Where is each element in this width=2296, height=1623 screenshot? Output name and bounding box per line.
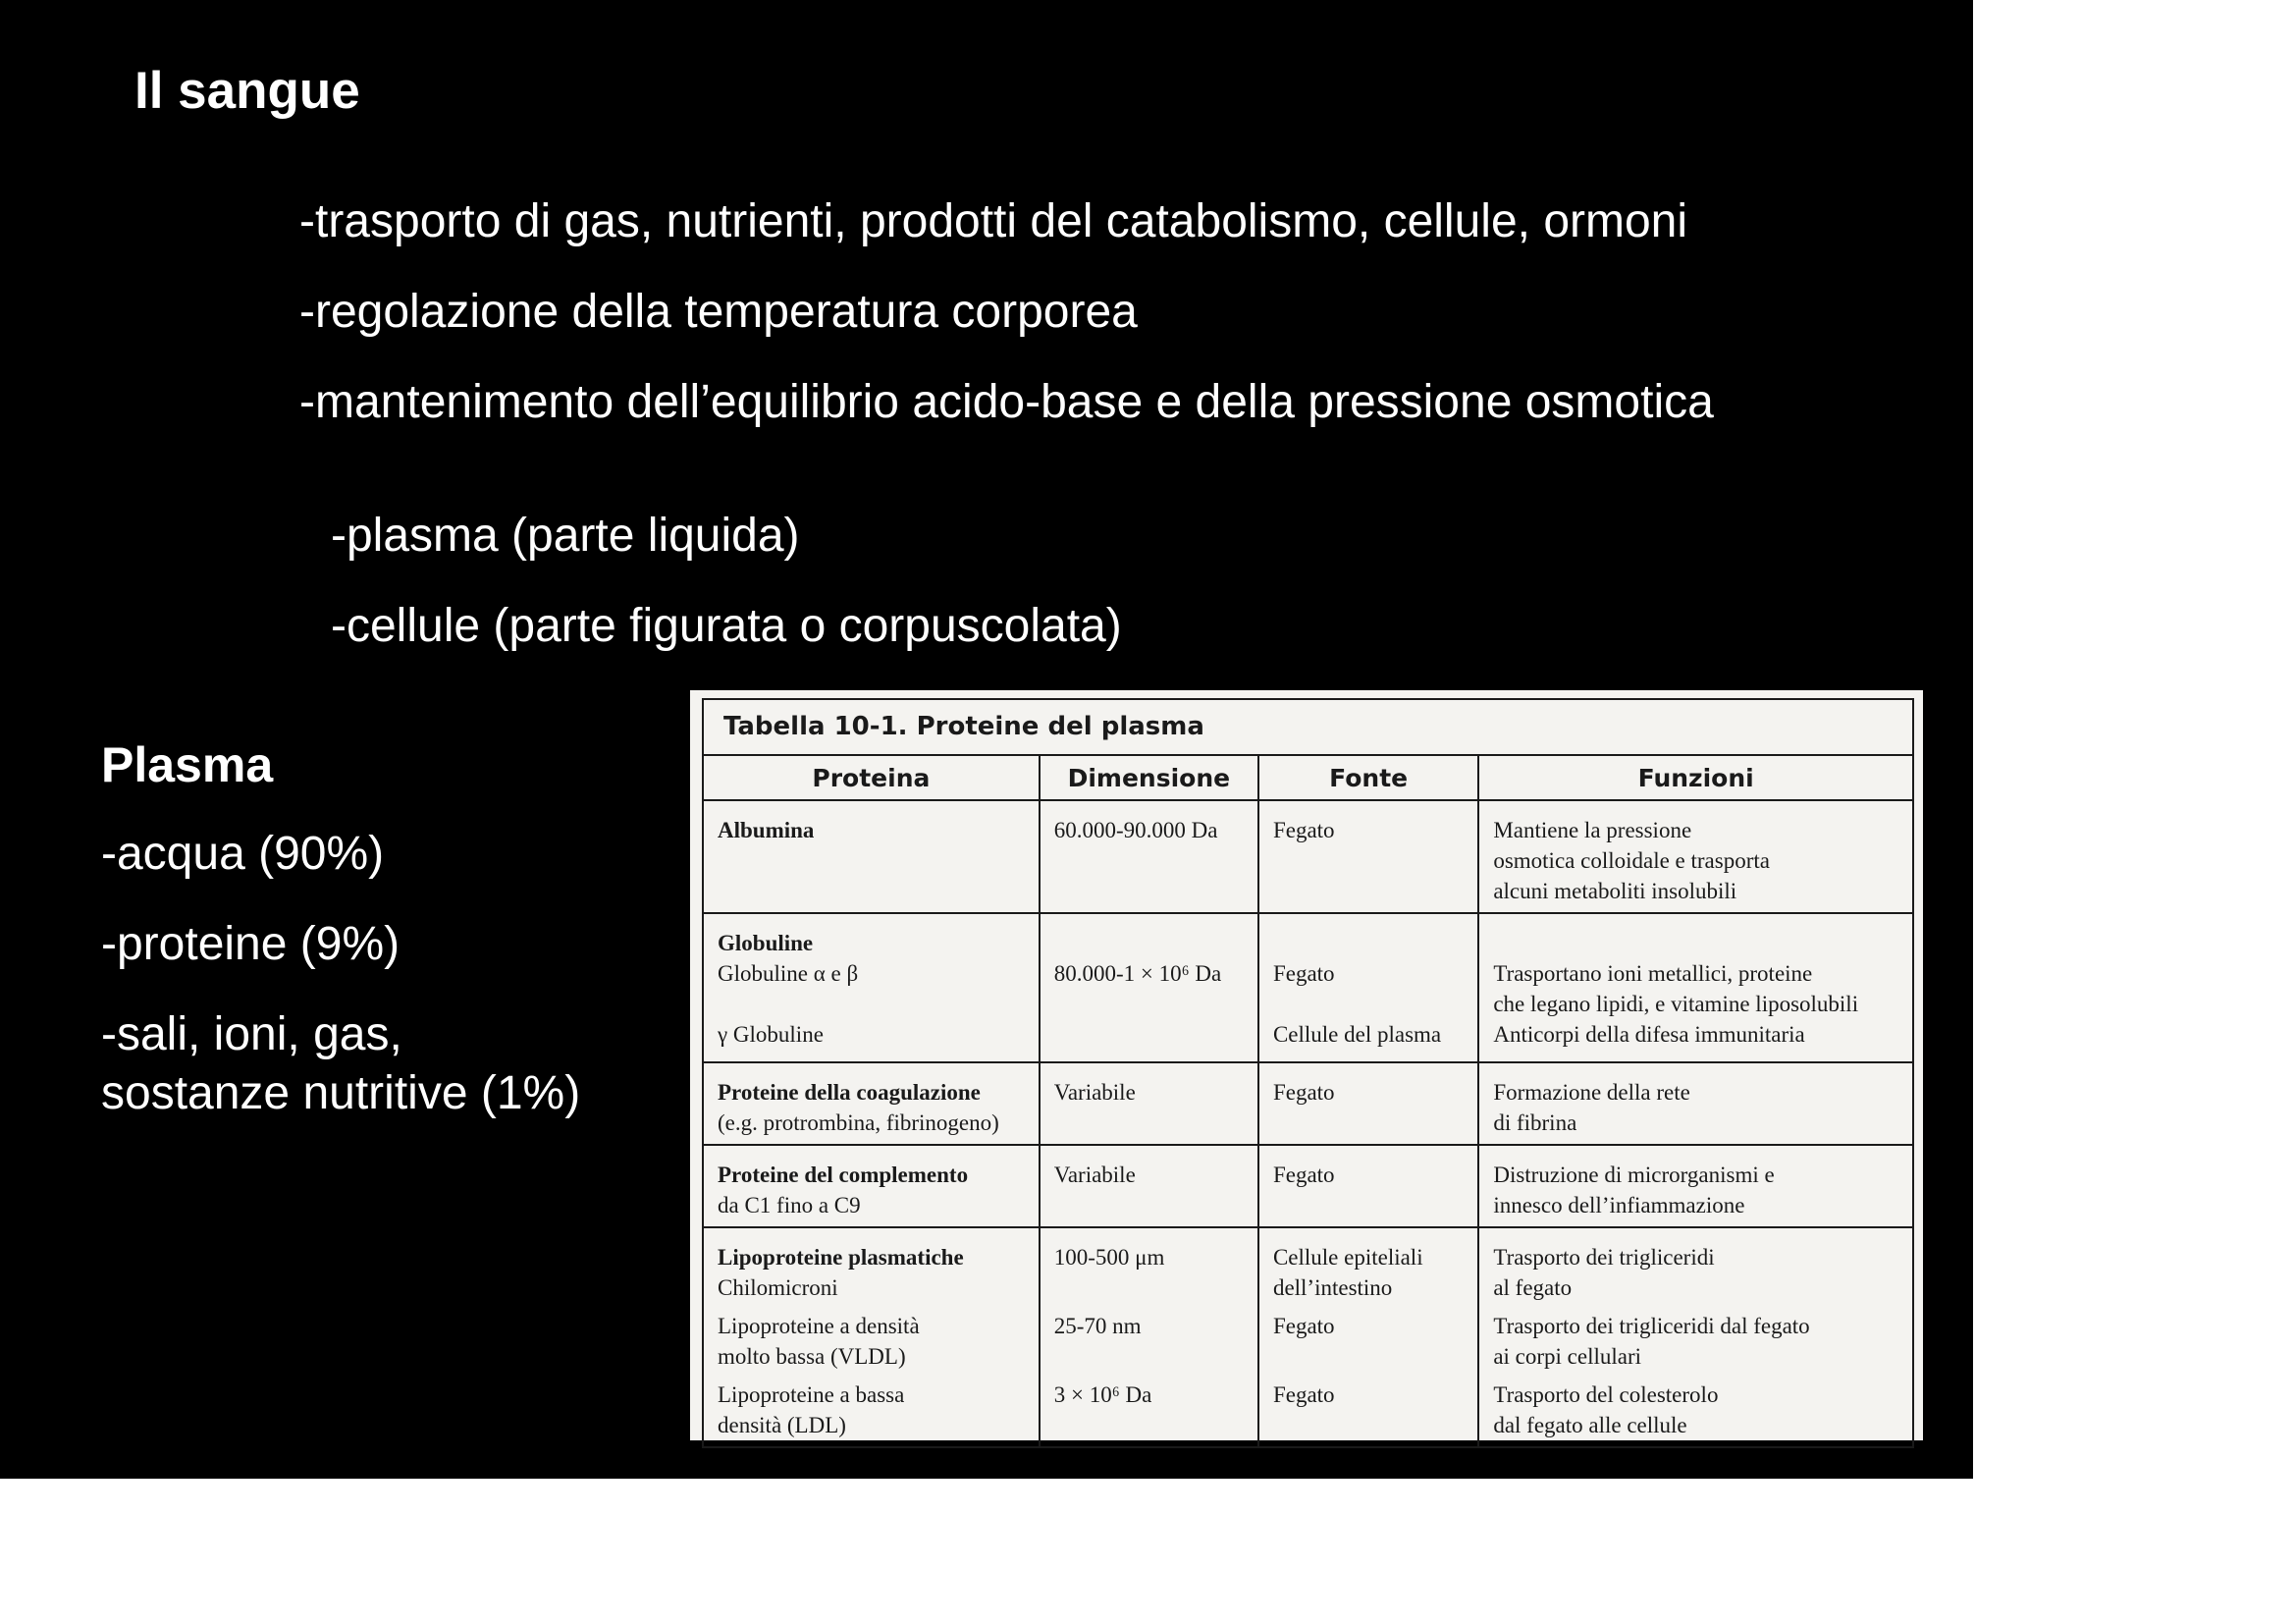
protein-function: Trasportano ioni metallici, proteine — [1493, 961, 1813, 986]
protein-subtype: Lipoproteine a densità — [718, 1314, 920, 1338]
protein-source: Fegato — [1272, 1382, 1335, 1407]
protein-subtype: (e.g. protrombina, fibrinogeno) — [718, 1110, 999, 1135]
protein-size: 60.000-90.000 Da — [1053, 818, 1218, 842]
table-row — [703, 1145, 1913, 1227]
list-item: -trasporto di gas, nutrienti, prodotti del catabolismo, cellule, ormoni — [299, 195, 1688, 247]
protein-function: osmotica colloidale e trasporta — [1493, 848, 1770, 873]
protein-function: Mantiene la pressione — [1493, 818, 1692, 842]
protein-subtype: Lipoproteine a bassa — [718, 1382, 905, 1407]
column-header: Funzioni — [1478, 755, 1913, 800]
list-item-line: sostanze nutritive (1%) — [101, 1067, 581, 1119]
protein-subtype: Globuline α e β — [718, 961, 859, 986]
protein-subtype: Chilomicroni — [718, 1275, 838, 1300]
protein-size: Variabile — [1053, 1080, 1136, 1105]
list-item: -acqua (90%) — [101, 828, 385, 880]
protein-name: Proteine del complemento — [718, 1163, 969, 1187]
protein-function: al fegato — [1493, 1275, 1573, 1300]
parts-list — [331, 491, 1122, 672]
table-caption: Tabella 10-1. Proteine del plasma — [703, 699, 1913, 755]
protein-function: Trasporto dei trigliceridi dal fegato — [1493, 1314, 1810, 1338]
protein-function: innesco dell’infiammazione — [1493, 1193, 1745, 1217]
plasma-heading: Plasma — [101, 737, 274, 792]
list-item — [101, 1005, 580, 1123]
protein-function: Trasporto del colesterolo — [1493, 1382, 1719, 1407]
protein-name: Lipoproteine plasmatiche — [718, 1245, 964, 1270]
protein-function: alcuni metaboliti insolubili — [1493, 879, 1737, 903]
column-header: Fonte — [1258, 755, 1478, 800]
protein-function: di fibrina — [1493, 1110, 1577, 1135]
protein-subtype: molto bassa (VLDL) — [718, 1344, 906, 1369]
protein-function: che legano lipidi, e vitamine liposolubili — [1493, 992, 1859, 1016]
protein-function: Distruzione di microrganismi e — [1493, 1163, 1775, 1187]
protein-source: Fegato — [1272, 1314, 1335, 1338]
list-item: -mantenimento dell’equilibrio acido-base e della pressione osmotica — [299, 376, 1714, 428]
protein-size: Variabile — [1053, 1163, 1136, 1187]
protein-source: dell’intestino — [1272, 1275, 1393, 1300]
table-row — [703, 913, 1913, 1062]
protein-source: Fegato — [1272, 1163, 1335, 1187]
column-header: Dimensione — [1040, 755, 1258, 800]
protein-function: Trasporto dei trigliceridi — [1493, 1245, 1715, 1270]
protein-name: Globuline — [718, 931, 814, 955]
list-item: -regolazione della temperatura corporea — [299, 286, 1138, 338]
protein-size: 100-500 μm — [1053, 1245, 1165, 1270]
protein-source: Fegato — [1272, 818, 1335, 842]
protein-size: 3 × 10⁶ Da — [1053, 1382, 1152, 1407]
column-header: Proteina — [703, 755, 1040, 800]
protein-subtype: da C1 fino a C9 — [718, 1193, 861, 1217]
table-row — [703, 1227, 1913, 1447]
protein-name: Proteine della coagulazione — [718, 1080, 981, 1105]
protein-function: Formazione della rete — [1493, 1080, 1690, 1105]
table-row — [703, 1062, 1913, 1145]
functions-list — [299, 177, 1714, 448]
list-item: -proteine (9%) — [101, 918, 400, 970]
protein-source: Fegato — [1272, 1080, 1335, 1105]
list-item: -cellule (parte figurata o corpuscolata) — [331, 600, 1122, 652]
protein-source: Cellule epiteliali — [1272, 1245, 1423, 1270]
list-item-line: -sali, ioni, gas, — [101, 1008, 402, 1060]
protein-size: 80.000-1 × 10⁶ Da — [1053, 961, 1222, 986]
plasma-list — [101, 825, 580, 1155]
protein-source: Cellule del plasma — [1272, 1022, 1442, 1047]
protein-subtype: densità (LDL) — [718, 1413, 846, 1437]
protein-subtype: γ Globuline — [718, 1022, 824, 1047]
plasma-proteins-table — [702, 698, 1914, 1448]
protein-function: dal fegato alle cellule — [1493, 1413, 1687, 1437]
protein-function: ai corpi cellulari — [1493, 1344, 1642, 1369]
slide-title: Il sangue — [134, 62, 360, 120]
table-row — [703, 800, 1913, 913]
protein-function: Anticorpi della difesa immunitaria — [1493, 1022, 1805, 1047]
protein-source: Fegato — [1272, 961, 1335, 986]
plasma-proteins-table-image — [690, 690, 1923, 1440]
list-item: -plasma (parte liquida) — [331, 510, 800, 562]
protein-name: Albumina — [718, 818, 815, 842]
protein-size: 25-70 nm — [1053, 1314, 1142, 1338]
